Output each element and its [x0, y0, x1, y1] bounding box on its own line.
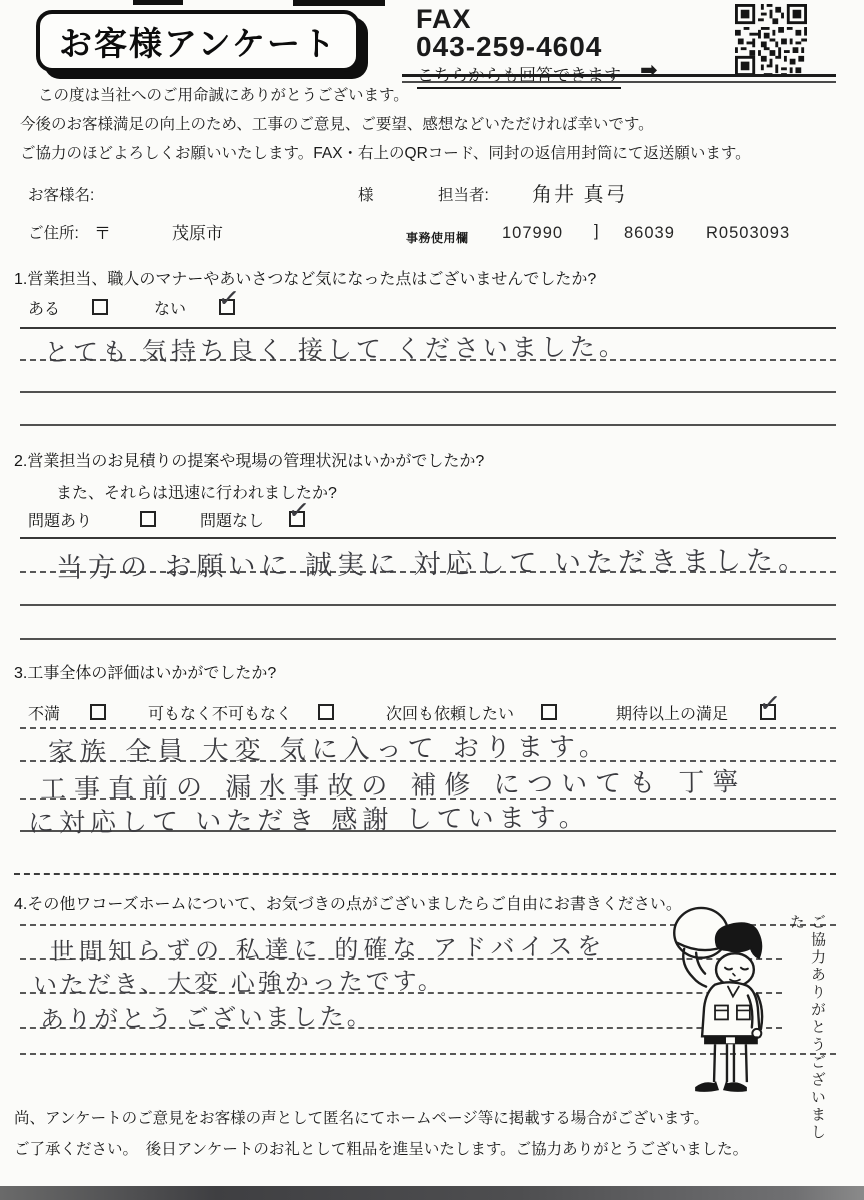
- office-use-value: 107990: [502, 224, 564, 242]
- handwritten-answer-q4-line3: ありがとう ございました。: [39, 1003, 374, 1034]
- check-mark: ✓: [216, 281, 242, 315]
- question-1-title: 1.営業担当、職人のマナーやあいさつなど気になった点はございませんでしたか?: [14, 271, 597, 288]
- fax-number: 043-259-4604: [416, 31, 603, 62]
- check-mark: ✓: [757, 686, 783, 720]
- section-divider: [14, 873, 836, 875]
- handwritten-answer-q4-line2: いただき、大変 心強かったです。: [32, 967, 445, 1000]
- ruled-line: [20, 391, 836, 393]
- option-label-kamonaku: 可もなく不可もなく: [148, 706, 293, 723]
- footer-line-2: ご了承ください。 後日アンケートのお礼として粗品を進呈いたします。ご協力ありがとうございました。: [14, 1141, 749, 1158]
- option-label-mondai-ari: 問題あり: [28, 513, 93, 530]
- ruled-line: [20, 424, 836, 426]
- checkbox-fuman: [90, 704, 106, 720]
- scan-artifact: [133, 0, 183, 5]
- checkbox-aru: [92, 299, 108, 315]
- thanks-vertical-text: ご協力ありがとうございました: [788, 914, 826, 1142]
- handwritten-answer-q3-line3: に対応して いただき 感謝 しています。: [27, 802, 590, 838]
- survey-title-box: [36, 10, 360, 72]
- option-label-mondai-nashi: 問題なし: [200, 513, 265, 530]
- footer-line-1: 尚、アンケートのご意見をお客様の声として匿名にてホームページ等に掲載する場合がございます。: [14, 1110, 710, 1127]
- handwritten-answer-q2: 当方の お願いに 誠実に 対応して いただきました。: [55, 545, 811, 583]
- option-label-fuman: 不満: [28, 706, 61, 723]
- office-use-value: R0503093: [706, 224, 791, 242]
- qr-code-icon: [730, 4, 812, 76]
- intro-line-1: この度は当社へのご用命誠にありがとうございます。: [38, 87, 409, 104]
- question-2-subtitle: また、それらは迅速に行われましたか?: [56, 485, 337, 502]
- staff-label: 担当者:: [438, 187, 489, 204]
- scan-artifact: [293, 0, 385, 6]
- page-title: お客様アンケート: [58, 24, 338, 62]
- address-label: ご住所:: [28, 225, 79, 242]
- office-use-value: ]: [594, 222, 600, 240]
- staff-value: 角井 真弓: [532, 184, 628, 206]
- checkbox-kitai-ijo: [757, 686, 783, 720]
- question-4-title: 4.その他ワコーズホームについて、お気づきの点がございましたらご自由にお書きください。: [14, 896, 682, 913]
- bottom-scan-edge: [0, 1186, 864, 1200]
- option-label-jikai: 次回も依頼したい: [386, 706, 515, 723]
- ruled-line: [20, 604, 836, 606]
- checkbox-mondai-ari: [140, 511, 156, 527]
- postal-mark: 〒: [94, 224, 111, 243]
- fax-label: FAX: [416, 4, 472, 34]
- arrow-right-icon: ➡: [640, 59, 658, 82]
- intro-line-2: 今後のお客様満足の向上のため、工事のご意見、ご要望、感想などいただければ幸いです。: [20, 116, 654, 133]
- checkbox-jikai: [541, 704, 557, 720]
- office-use-value: 86039: [624, 224, 675, 242]
- header-divider: [402, 74, 836, 83]
- intro-line-3: ご協力のほどよろしくお願いいたします。FAX・右上のQRコード、同封の返信用封筒にて返送願います。: [20, 145, 751, 162]
- bowing-worker-icon: [666, 902, 778, 1106]
- checkbox-kamonaku: [318, 704, 334, 720]
- check-mark: ✓: [286, 493, 312, 527]
- question-3-title: 3.工事全体の評価はいかがでしたか?: [14, 665, 277, 682]
- handwritten-answer-q1: とても 気持ち良く 接して くださいました。: [43, 332, 628, 368]
- option-label-nai: ない: [154, 301, 187, 318]
- honorific-label: 様: [358, 187, 374, 204]
- customer-name-label: お客様名:: [28, 187, 95, 204]
- option-label-aru: ある: [28, 301, 61, 318]
- handwritten-answer-q3-line2: 工事直前の 漏水事故の 補修 についても 丁寧: [39, 766, 747, 804]
- ruled-line: [20, 638, 836, 640]
- office-use-label: 事務使用欄: [406, 231, 469, 245]
- fax-note: こちらからも回答できます: [417, 61, 621, 89]
- checkbox-mondai-nashi: [286, 493, 312, 527]
- handwritten-answer-q3-line1: 家族 全員 大変 気に入って おります。: [47, 731, 611, 767]
- handwritten-answer-q4-line1: 世間知らずの 私達に 的確な アドバイスを: [49, 933, 607, 966]
- option-label-kitai-ijo: 期待以上の満足: [616, 706, 729, 723]
- address-value: 茂原市: [172, 224, 223, 243]
- question-2-title: 2.営業担当のお見積りの提案や現場の管理状況はいかがでしたか?: [14, 453, 485, 470]
- checkbox-nai: [216, 281, 242, 315]
